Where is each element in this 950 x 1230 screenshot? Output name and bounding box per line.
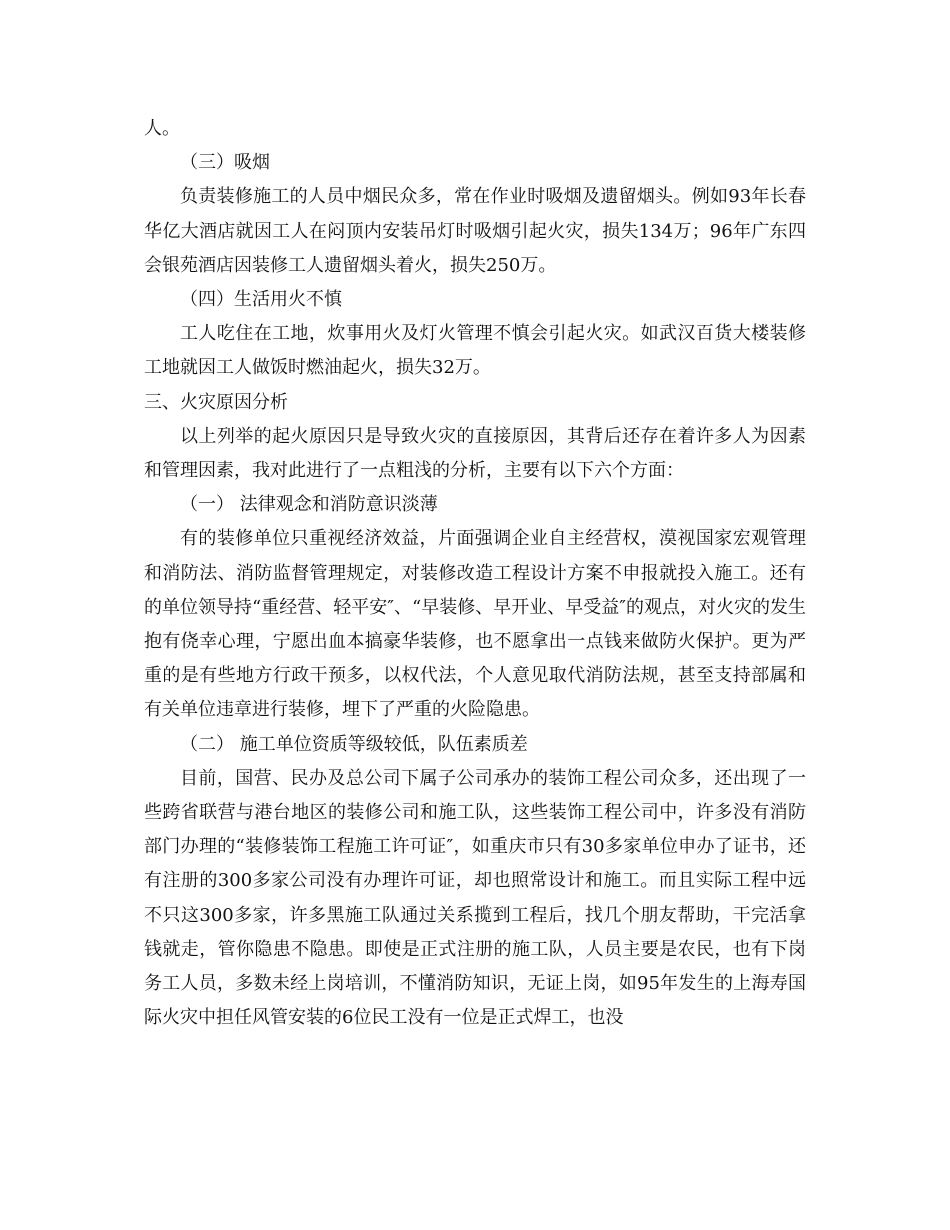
paragraph-continuation: 人。 xyxy=(144,118,180,139)
document-body xyxy=(144,112,806,1035)
subheading-legal-awareness: （一） 法律观念和消防意识淡薄 xyxy=(180,494,438,516)
subheading-smoking: （三）吸烟 xyxy=(180,152,270,174)
paragraph-legal-awareness: 有的装修单位只重视经济效益，片面强调企业自主经营权，漠视国家宏观管理和消防法、消防监督管理规定，对装修改造工程设计方案不申报就投入施工。还有的单位领导持“重经营、轻平安″、“早装修、早开业、早受益″的观点，对火灾的发生抱有侥幸心理，宁愿出血本搞豪华装修，也不愿拿出一点钱来做防火保护。更为严重的是有些地方行政干预多，以权代法，个人意见取代消防法规，甚至支持部属和有关单位违章进行装修，埋下了严重的火险隐患。 xyxy=(144,528,806,721)
paragraph-living-fire: 工人吃住在工地，炊事用火及灯火管理不慎会引起火灾。如武汉百货大楼装修工地就因工人做饭时燃油起火，损失32万。 xyxy=(144,323,806,379)
paragraph-contractor-quality: 目前，国营、民办及总公司下属子公司承办的装饰工程公司众多，还出现了一些跨省联营与港台地区的装修公司和施工队，这些装饰工程公司中，许多没有消防部门办理的“装修装饰工程施工许可证″，如重庆市只有30多家单位申办了证书，还有注册的300多家公司没有办理许可证，却也照常设计和施工。而且实际工程中远不只这300多家，许多黑施工队通过关系揽到工程后，找几个朋友帮助，干完活拿钱就走，管你隐患不隐患。即使是正式注册的施工队，人员主要是农民，也有下岗务工人员，多数未经上岗培训，不懂消防知识，无证上岗，如95年发生的上海寿国际火灾中担任风管安装的6位民工没有一位是正式焊工，也没 xyxy=(144,767,806,1029)
paragraph-smoking: 负责装修施工的人员中烟民众多，常在作业时吸烟及遗留烟头。例如93年长春华亿大酒店就因工人在闷顶内安装吊灯时吸烟引起火灾，损失134万；96年广东四会银苑酒店因装修工人遗留烟头着火，损失250万。 xyxy=(144,186,806,276)
paragraph-analysis-intro: 以上列举的起火原因只是导致火灾的直接原因，其背后还存在着许多人为因素和管理因素，我对此进行了一点粗浅的分析，主要有以下六个方面： xyxy=(144,425,806,482)
subheading-living-fire: （四）生活用火不慎 xyxy=(180,289,342,311)
subheading-contractor-quality: （二） 施工单位资质等级较低，队伍素质差 xyxy=(180,733,528,755)
section-heading-fire-cause-analysis: 三、火灾原因分析 xyxy=(144,391,288,413)
